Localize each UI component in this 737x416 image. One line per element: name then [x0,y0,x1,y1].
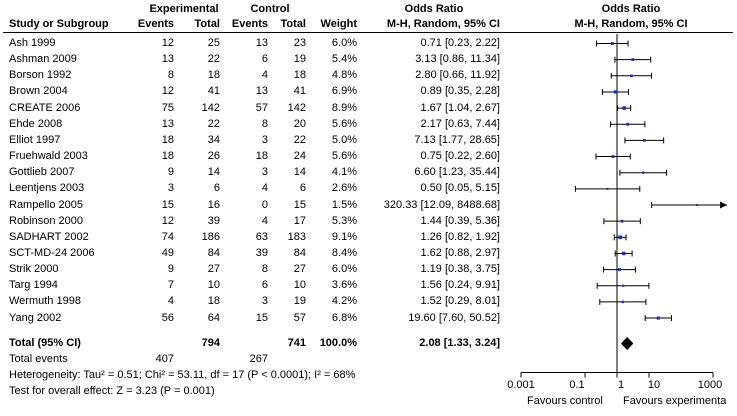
exp-total: 22 [207,53,220,66]
ci-text: 3.13 [0.86, 11.34] [415,53,500,66]
weight-value: 5.6% [331,150,357,163]
exp-events: 12 [161,37,174,49]
ci-text: 6.60 [1.23, 35.44] [414,166,500,179]
axis-tick-label-10: 10 [647,379,661,391]
weight-value: 5.0% [331,133,357,146]
exp-events: 3 [167,182,174,195]
weight-value: 6.9% [331,85,357,98]
ctrl-events: 15 [255,311,268,324]
exp-total: 186 [201,230,220,243]
ctrl-events: 0 [261,198,268,211]
ctrl-total: 17 [293,214,306,227]
weight-value: 8.9% [331,101,357,114]
exp-events: 8 [167,69,174,82]
ctrl-total: 23 [293,37,306,49]
exp-total-header: Total [194,18,220,30]
exp-events: 12 [161,214,174,227]
point-estimate-marker [631,58,634,61]
total-ci-text: 2.08 [1.33, 3.24] [419,337,500,349]
exp-total: 10 [207,279,220,292]
ctrl-events: 39 [255,246,268,259]
exp-events: 18 [161,133,174,146]
ctrl-events-header: Events [231,18,268,30]
exp-events: 75 [161,101,174,114]
point-estimate-marker [626,123,629,126]
weight-value: 4.2% [331,295,357,308]
ci-text: 0.89 [0.35, 2.28] [420,85,500,98]
exp-total: 26 [207,150,220,163]
study-name: SCT-MD-24 2006 [9,246,95,259]
weight-value: 4.8% [331,69,357,82]
exp-events: 56 [161,311,174,324]
weight-value: 9.1% [331,230,357,243]
ctrl-total: 18 [293,69,306,82]
ctrl-events: 3 [261,295,268,308]
ctrl-total: 41 [293,85,306,98]
ctrl-events: 57 [255,101,268,114]
ctrl-total-header: Total [280,18,306,30]
ci-text: 1.62 [0.88, 2.97] [420,246,500,259]
exp-events-header: Events [137,18,174,30]
weight-value: 1.5% [331,198,357,211]
exp-total: 84 [207,246,220,259]
ci-arrow [720,202,727,209]
weight-value: 6.0% [331,263,357,276]
ctrl-events: 6 [261,53,268,66]
point-estimate-marker [622,285,624,287]
study-name: Gottlieb 2007 [9,166,75,179]
ctrl-total: 20 [293,117,306,130]
ctrl-total: 15 [293,198,306,211]
total-weight: 100.0% [319,337,357,349]
study-name: CREATE 2006 [9,101,81,114]
exp-total: 34 [207,133,220,146]
study-name: Elliot 1997 [9,133,61,146]
ctrl-total: 19 [293,295,306,308]
ctrl-total: 27 [293,263,306,276]
ctrl-events: 13 [255,37,268,49]
heterogeneity-text: Heterogeneity: Tau² = 0.51; Chi² = 53.11, df = 17 (P < 0.0001); I² = 68% [9,369,356,381]
total-events-label: Total events [9,353,68,365]
odds-ratio-title-left: Odds Ratio [404,3,464,15]
study-name: Brown 2004 [9,85,68,98]
weight-value: 8.4% [331,246,357,259]
exp-events: 13 [161,117,174,130]
ctrl-events: 8 [261,117,268,130]
ci-text: 1.19 [0.38, 3.75] [420,263,500,276]
overall-effect-text: Test for overall effect: Z = 3.23 (P = 0.001) [9,385,215,397]
ci-text: 320.33 [12.09, 8488.68] [383,198,500,211]
point-estimate-marker [606,188,608,190]
exp-events: 49 [161,246,174,259]
exp-events: 4 [167,295,174,308]
point-estimate-marker [622,252,625,255]
weight-header: Weight [320,18,357,30]
ci-text: 1.56 [0.24, 9.91] [420,279,500,292]
ci-text: 2.80 [0.66, 11.92] [415,69,500,82]
ctrl-total: 10 [293,279,306,292]
ctrl-events: 4 [261,69,268,82]
exp-events: 7 [167,279,174,292]
exp-events: 74 [161,230,174,243]
ci-text: 0.71 [0.23, 2.22] [420,37,500,49]
ctrl-total: 142 [287,101,306,114]
weight-value: 3.6% [331,279,357,292]
ci-text: 1.67 [1.04, 2.67] [420,101,500,114]
point-estimate-marker [643,139,646,142]
point-estimate-marker [618,268,621,271]
weight-value: 4.1% [331,166,357,179]
exp-total: 6 [213,182,220,195]
exp-total: 22 [207,117,220,130]
exp-events: 15 [161,198,174,211]
study-name: Borson 1992 [9,69,72,82]
exp-total: 18 [207,295,220,308]
exp-total: 39 [207,214,220,227]
ci-text: 1.52 [0.29, 8.01] [420,295,500,308]
study-name: SADHART 2002 [9,230,89,243]
pooled-estimate-diamond [621,337,633,350]
ctrl-events: 18 [255,150,268,163]
weight-value: 5.6% [331,117,357,130]
ci-text: 7.13 [1.77, 28.65] [414,133,500,146]
point-estimate-marker [630,74,633,77]
ci-text: 2.17 [0.63, 7.44] [420,117,500,130]
weight-value: 2.6% [331,182,357,195]
study-name: Yang 2002 [9,311,62,324]
point-estimate-marker [611,42,614,45]
exp-events: 12 [161,85,174,98]
ctrl-total: 183 [287,230,306,243]
ci-text: 1.44 [0.39, 5.36] [420,214,500,227]
study-name: Fruehwald 2003 [9,150,88,163]
study-name: Robinson 2000 [9,214,84,227]
experimental-group-header: Experimental [149,3,219,15]
total-events-exp: 407 [155,353,174,365]
study-name: Leentjens 2003 [9,182,85,195]
ctrl-events: 3 [261,166,268,179]
odds-ratio-subheader-right: M-H, Random, 95% CI [574,18,688,30]
total-exp-total: 794 [201,337,220,349]
odds-ratio-title-right: Odds Ratio [601,3,661,15]
point-estimate-marker [696,204,698,206]
point-estimate-marker [614,90,617,93]
ctrl-total: 24 [293,150,306,163]
ci-text: 0.75 [0.22, 2.60] [420,150,500,163]
exp-total: 14 [207,166,220,179]
ctrl-total: 14 [293,166,306,179]
weight-value: 6.8% [331,311,357,324]
exp-total: 64 [207,311,220,324]
exp-events: 9 [167,166,174,179]
total-events-ctrl: 267 [249,353,268,365]
ctrl-total: 19 [293,53,306,66]
ctrl-events: 3 [261,133,268,146]
total-label: Total (95% CI) [9,337,81,349]
study-name: Rampello 2005 [9,198,83,211]
ctrl-total: 84 [293,246,306,259]
point-estimate-marker [657,316,660,319]
study-name: Ehde 2008 [9,117,63,130]
ctrl-events: 6 [261,279,268,292]
ctrl-total: 57 [293,311,306,324]
point-estimate-marker [622,301,624,303]
odds-ratio-subheader-left: M-H, Random, 95% CI [386,18,500,30]
point-estimate-marker [642,171,644,173]
weight-value: 5.3% [331,214,357,227]
point-estimate-marker [618,235,622,239]
weight-value: 6.0% [331,37,357,49]
favours-control-label: Favours control [527,395,603,407]
ctrl-events: 8 [261,263,268,276]
point-estimate-marker [621,220,624,223]
favours-experimental-label: Favours experimenta [623,395,727,407]
weight-value: 5.4% [331,53,357,66]
exp-total: 18 [207,69,220,82]
ci-text: 1.26 [0.82, 1.92] [420,230,500,243]
exp-total: 142 [201,101,220,114]
ctrl-events: 13 [255,85,268,98]
ctrl-total: 6 [299,182,306,195]
study-name: Ash 1999 [9,37,56,49]
exp-total: 16 [207,198,220,211]
study-name: Targ 1994 [9,279,58,292]
control-group-header: Control [250,3,290,15]
study-name: Wermuth 1998 [9,295,81,308]
point-estimate-marker [612,155,615,158]
axis-tick-label-1: 1 [617,379,625,391]
exp-events: 9 [167,263,174,276]
axis-tick-label-0.1: 0.1 [569,379,585,391]
ctrl-events: 4 [261,182,268,195]
exp-events: 18 [161,150,174,163]
ci-text: 19.60 [7.60, 50.52] [408,311,500,324]
exp-total: 27 [207,263,220,276]
total-ctrl-total: 741 [287,337,306,349]
study-name: Ashman 2009 [9,53,77,66]
study-column-header: Study or Subgroup [9,18,109,30]
ctrl-events: 63 [255,230,268,243]
exp-events: 13 [161,53,174,66]
axis-tick-label-1000: 1000 [697,379,723,391]
ctrl-total: 22 [293,133,306,146]
axis-tick-label-0.001: 0.001 [507,379,535,391]
exp-total: 41 [207,85,220,98]
study-name: Strik 2000 [9,263,59,276]
ci-text: 0.50 [0.05, 5.15] [420,182,500,195]
point-estimate-marker [622,106,626,110]
ctrl-events: 4 [261,214,268,227]
exp-total: 25 [207,37,220,49]
